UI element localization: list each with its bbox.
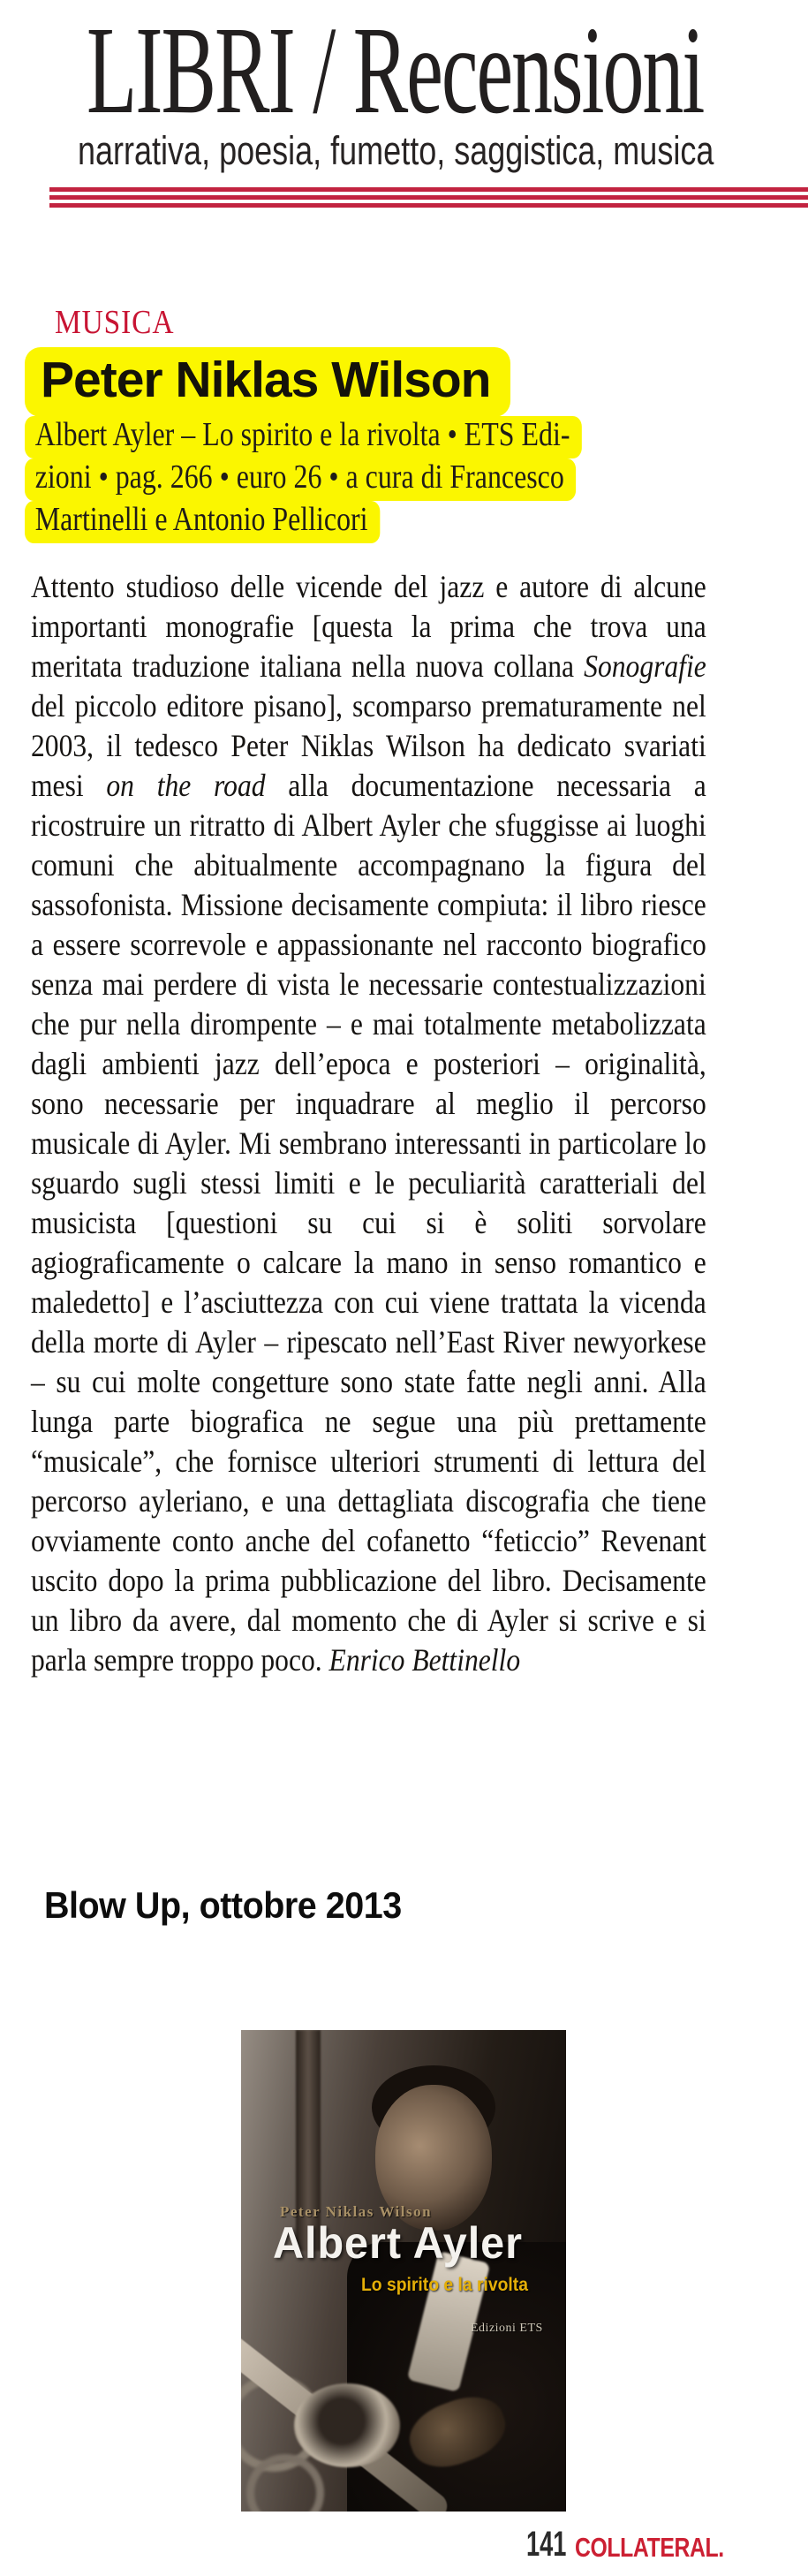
cover-subtitle-text: Lo spirito e la rivolta: [361, 2275, 528, 2295]
cover-title-text: Albert Ayler: [273, 2218, 523, 2268]
cover-publisher-text: Edizioni ETS: [471, 2322, 543, 2335]
book-info-line: Albert Ayler – Lo spirito e la rivolta • ETS Edi-: [25, 416, 582, 458]
book-info-row: [25, 458, 582, 500]
masthead-title: LIBRI / Recensioni: [87, 0, 704, 140]
page-number: 141: [526, 2525, 567, 2564]
cover-photo-saxophone-bell: [294, 2383, 400, 2467]
body-segment: alla documentazione necessaria a ricostruire un ritratto di Albert Ayler che sfuggisse ai luoghi comuni che abitualmente accompagnano la figura del sassofonista. Missione decisamente compiuta: il libro riesce a essere scorrevole e appassionante nel racconto biografico senza mai perdere di vista le necessarie contestualizzazioni che pur nella dirompente – e mai totalmente metabolizzata dagli ambienti jazz dell’epoca e posteriori – originalità, sono necessarie per inquadrare al meglio il percorso musicale di Ayler. Mi sembrano interessanti in particolare lo sguardo sugli stessi limiti e le peculiarità caratteriali del musicista [questioni su cui si è soliti sorvolare agiograficamente o calcare la mano in senso romantico e maledetto] e l’asciuttezza con cui viene trattata la vicenda della morte di Ayler – ripescato nell’East River newyorkese – su cui molte congetture sono state fatte negli anni. Alla lunga parte biografica ne segue una più prettamente “musicale”, che fornisce ulteriori strumenti di lettura del percorso ayleriano, e una dettagliata discografia che tiene ovviamente conto anche del cofanetto “feticcio” Revenant uscito dopo la prima pubblicazione del libro. Decisamente un libro da avere, dal momento che di Ayler si scrive e si parla sempre troppo poco.: [31, 768, 706, 1678]
cover-author-text: Peter Niklas Wilson: [280, 2203, 433, 2220]
reviewer-signature: Enrico Bettinello: [328, 1642, 521, 1678]
magazine-name: COLLATERAL.: [575, 2532, 724, 2563]
body-italic-on-the-road: on the road: [106, 768, 266, 803]
book-info-line: zioni • pag. 266 • euro 26 • a cura di Francesco: [25, 458, 576, 501]
book-info-line: Martinelli e Antonio Pellicori: [25, 501, 380, 543]
triple-red-rule: [49, 187, 808, 208]
review-source: Blow Up, ottobre 2013: [44, 1884, 402, 1926]
body-segment: Attento studioso delle vicende del jazz e autore di alcune importanti monografie [questa la prima che trova una meritata traduzione italiana nella nuova collana: [31, 569, 706, 684]
masthead-subtitle: narrativa, poesia, fumetto, saggistica, musica: [78, 128, 714, 173]
book-info-row: [25, 500, 582, 542]
book-info-row: [25, 415, 582, 458]
book-info-block: [25, 415, 582, 542]
section-label-musica: MUSICA: [55, 304, 175, 341]
review-body: [31, 567, 706, 1680]
body-italic-collana: Sonografie: [584, 648, 706, 684]
body-segment: del piccolo editore pisano], scomparso prematuramente nel 2003, il tedesco Peter Niklas Wilson ha dedicato svariati mesi: [31, 688, 706, 803]
book-cover-image: [241, 2030, 566, 2512]
review-title-highlight: Peter Niklas Wilson: [25, 347, 510, 417]
